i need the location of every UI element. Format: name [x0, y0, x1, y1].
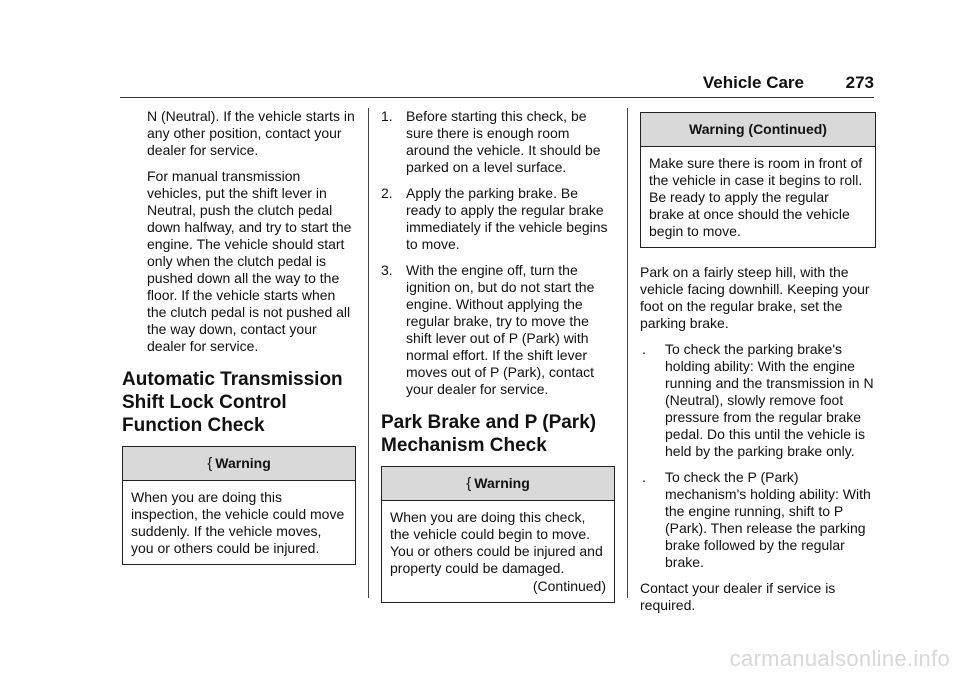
warning-box	[640, 112, 876, 248]
section-heading	[122, 369, 356, 436]
continued-label: (Continued)	[532, 578, 606, 594]
bullet-marker: .	[642, 469, 646, 485]
step-text: Before starting this check, be sure there is enough room around the vehicle. It should be parked on a level surface.	[406, 108, 601, 175]
warning-text: When you are doing this inspection, the vehicle could move suddenly. If the vehicle moves, you or others could be injured.	[131, 489, 345, 556]
section-title: Vehicle Care	[702, 73, 804, 92]
step-number: 1.	[381, 108, 393, 124]
warning-header	[382, 467, 614, 501]
warning-icon: {	[207, 455, 213, 472]
warning-text: When you are doing this check, the vehicle could begin to move. You or others could be injured and property could be damaged.	[390, 509, 603, 576]
heading-line: Automatic Transmission	[122, 369, 343, 390]
heading-line: Function Check	[122, 415, 265, 436]
list-item	[640, 469, 876, 571]
paragraph: Park on a fairly steep hill, with the vehicle facing downhill. Keeping your foot on the regular brake, set the parking brake.	[640, 264, 870, 331]
list-item	[640, 341, 876, 460]
page-number: 273	[845, 73, 874, 92]
warning-box	[122, 446, 356, 565]
warning-title: Warning	[474, 475, 530, 491]
warning-title: Warning (Continued)	[689, 121, 827, 137]
warning-title: Warning	[215, 455, 271, 471]
warning-header	[641, 113, 875, 147]
warning-body	[382, 501, 614, 602]
heading-line: Mechanism Check	[381, 435, 547, 456]
bullet-marker: .	[642, 341, 646, 357]
column-divider	[368, 108, 369, 598]
list-item	[381, 108, 615, 176]
warning-body	[641, 147, 875, 247]
paragraph: N (Neutral). If the vehicle starts in any other position, contact your dealer for service.	[147, 108, 355, 158]
warning-text: Make sure there is room in front of the vehicle in case it begins to roll. Be ready to apply the regular brake at once should the vehicle begin to move.	[649, 155, 863, 239]
step-text: With the engine off, turn the ignition on, but do not start the engine. Without applying the regular brake, try to move the shift lever out of P (Park) with normal effort. If the shift lever moves out of P (Park), contact your dealer for service.	[406, 262, 595, 397]
warning-icon: {	[466, 475, 472, 492]
column-1	[122, 108, 356, 565]
warning-box	[381, 466, 615, 603]
heading-line: Park Brake and P (Park)	[381, 412, 597, 433]
section-heading	[381, 412, 615, 456]
step-number: 3.	[381, 262, 393, 278]
column-2	[381, 108, 615, 603]
step-number: 2.	[381, 185, 393, 201]
bullet-list	[640, 341, 876, 571]
paragraph: For manual transmission vehicles, put the shift lever in Neutral, push the clutch pedal down halfway, and try to start the engine. The vehicle should start only when the clutch pedal is pushed down all the way to the floor. If the vehicle starts when the clutch pedal is not pushed all the way down, contact your dealer for service.	[147, 168, 352, 354]
step-text: Apply the parking brake. Be ready to apply the regular brake immediately if the vehicle begins to move.	[406, 185, 608, 252]
column-3	[640, 112, 876, 623]
list-item	[381, 185, 615, 253]
heading-line: Shift Lock Control	[122, 392, 287, 413]
paragraph: Contact your dealer if service is required.	[640, 580, 836, 613]
bullet-text: To check the parking brake's holding ability: With the engine running and the transmission in N (Neutral), slowly remove foot pressure from the regular brake pedal. Do this until the vehicle is held by the parking brake only.	[665, 341, 874, 459]
warning-header	[123, 447, 355, 481]
list-item	[381, 262, 615, 398]
warning-body	[123, 481, 355, 564]
watermark: carmanualsonline.info	[729, 646, 950, 671]
column-divider	[627, 108, 628, 598]
header-divider	[120, 97, 874, 98]
step-list	[381, 108, 615, 398]
bullet-text: To check the P (Park) mechanism's holding ability: With the engine running, shift to P (Park). Then release the parking brake followed by the regular brake.	[665, 469, 871, 570]
